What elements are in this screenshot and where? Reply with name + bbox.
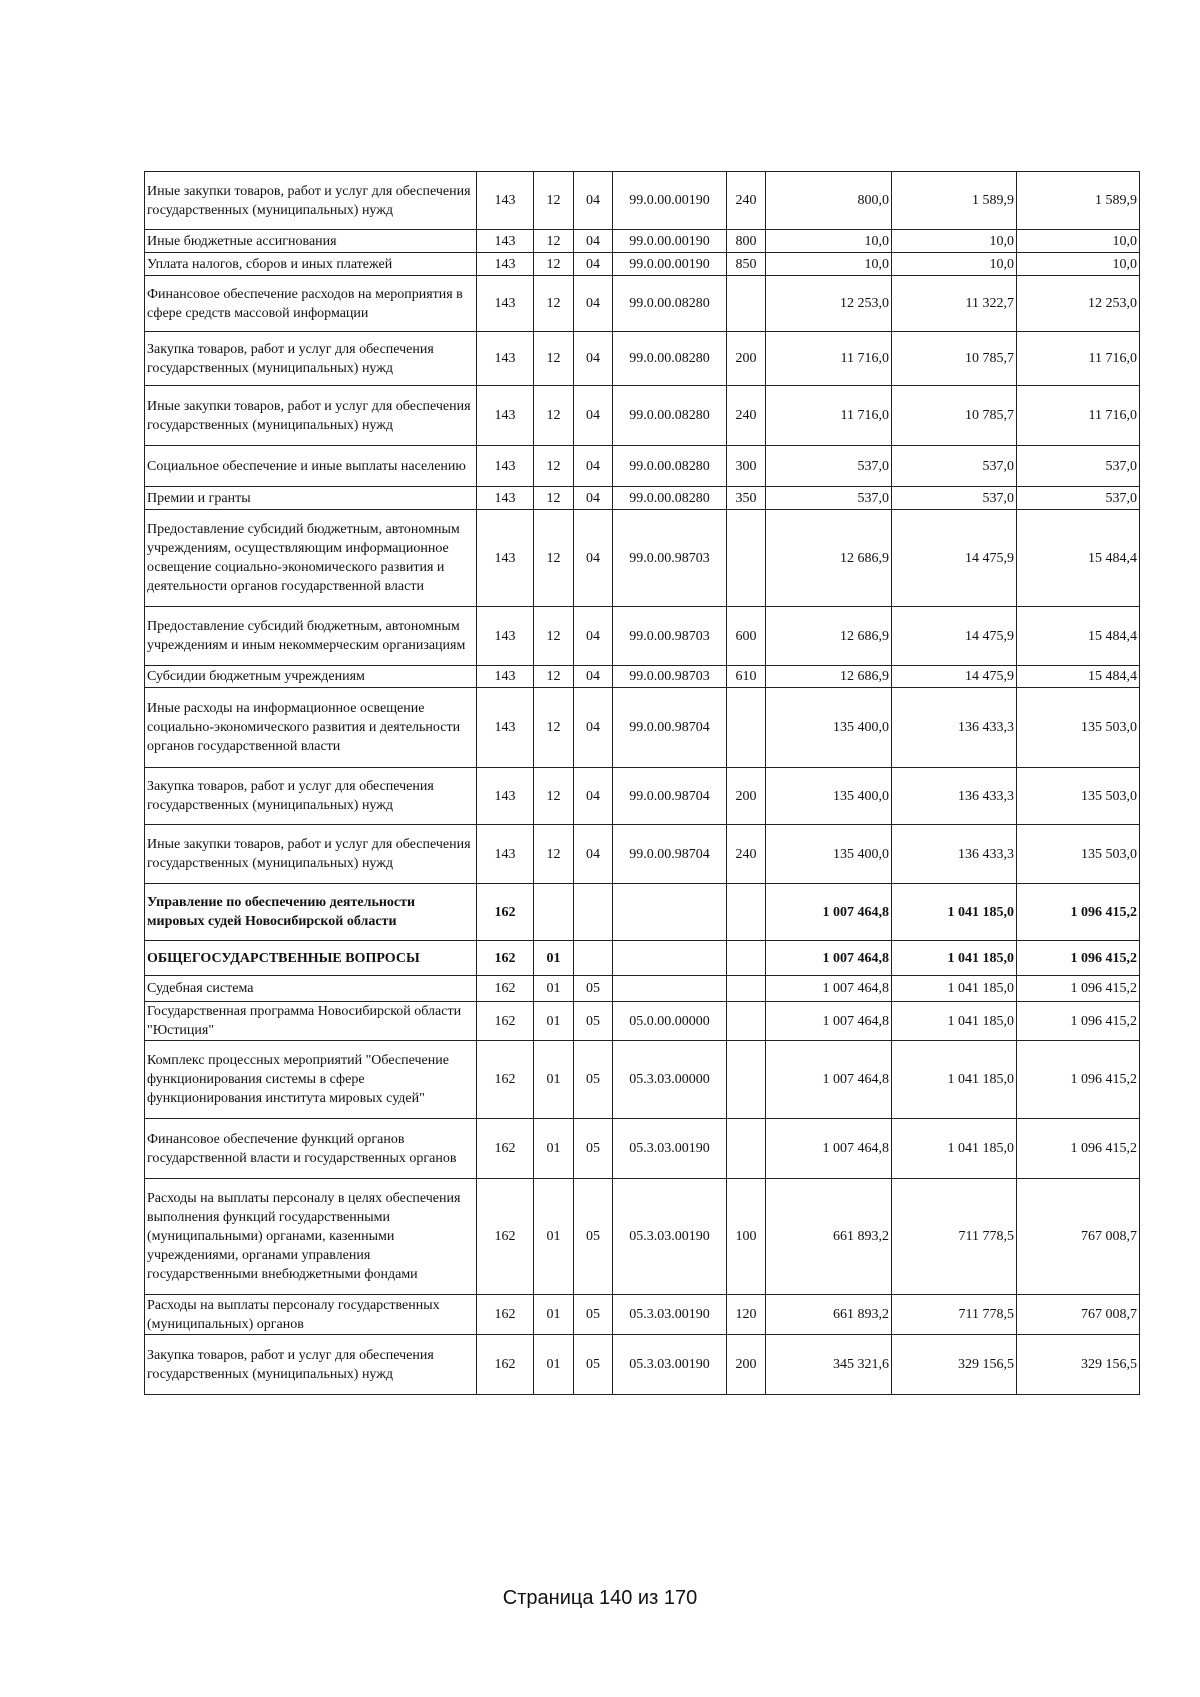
row-name-cell: Финансовое обеспечение расходов на мероприятия в сфере средств массовой информации: [145, 276, 477, 332]
subsection-code-cell: 05: [574, 1002, 613, 1041]
expense-type-cell: [727, 1119, 766, 1179]
grbs-code-cell: 143: [477, 172, 534, 230]
target-article-cell: 99.0.00.98703: [613, 607, 727, 666]
section-code-cell: 12: [534, 332, 574, 386]
amount-year-3-cell: 11 716,0: [1017, 332, 1140, 386]
row-name-cell: Предоставление субсидий бюджетным, автономным учреждениям и иным некоммерческим организациям: [145, 607, 477, 666]
amount-year-1-cell: 11 716,0: [766, 332, 892, 386]
amount-year-1-cell: 661 893,2: [766, 1179, 892, 1295]
row-name-cell: Управление по обеспечению деятельности мировых судей Новосибирской области: [145, 884, 477, 941]
expense-type-cell: [727, 1041, 766, 1119]
subsection-code-cell: 04: [574, 172, 613, 230]
amount-year-2-cell: 14 475,9: [892, 510, 1017, 607]
row-name-cell: Предоставление субсидий бюджетным, автономным учреждениям, осуществляющим информационное освещение социально-экономического развития и деятельности органов государственной власти: [145, 510, 477, 607]
target-article-cell: 99.0.00.98703: [613, 666, 727, 688]
table-row: [145, 1295, 1140, 1335]
expense-type-cell: [727, 941, 766, 976]
amount-year-3-cell: 329 156,5: [1017, 1335, 1140, 1395]
amount-year-2-cell: 10,0: [892, 230, 1017, 253]
expense-type-cell: 240: [727, 825, 766, 884]
table-row: [145, 276, 1140, 332]
section-code-cell: 12: [534, 607, 574, 666]
subsection-code-cell: 05: [574, 1335, 613, 1395]
target-article-cell: 99.0.00.08280: [613, 487, 727, 510]
amount-year-1-cell: 661 893,2: [766, 1295, 892, 1335]
subsection-code-cell: [574, 941, 613, 976]
table-row: [145, 230, 1140, 253]
amount-year-3-cell: 767 008,7: [1017, 1179, 1140, 1295]
subsection-code-cell: 04: [574, 607, 613, 666]
target-article-cell: 99.0.00.00190: [613, 253, 727, 276]
section-code-cell: 12: [534, 446, 574, 487]
page-number: Страница 140 из 170: [502, 1587, 698, 1609]
table-row: [145, 446, 1140, 487]
target-article-cell: 05.3.03.00190: [613, 1119, 727, 1179]
grbs-code-cell: 162: [477, 1179, 534, 1295]
expense-type-cell: [727, 1002, 766, 1041]
subsection-code-cell: 04: [574, 510, 613, 607]
amount-year-3-cell: 15 484,4: [1017, 666, 1140, 688]
section-code-cell: 01: [534, 1335, 574, 1395]
amount-year-3-cell: 537,0: [1017, 487, 1140, 510]
amount-year-3-cell: 1 096 415,2: [1017, 976, 1140, 1002]
amount-year-2-cell: 711 778,5: [892, 1295, 1017, 1335]
amount-year-2-cell: 1 589,9: [892, 172, 1017, 230]
amount-year-2-cell: 711 778,5: [892, 1179, 1017, 1295]
amount-year-1-cell: 1 007 464,8: [766, 941, 892, 976]
amount-year-1-cell: 1 007 464,8: [766, 884, 892, 941]
expense-type-cell: 200: [727, 1335, 766, 1395]
subsection-code-cell: 05: [574, 1119, 613, 1179]
amount-year-2-cell: 1 041 185,0: [892, 1002, 1017, 1041]
target-article-cell: 05.3.03.00000: [613, 1041, 727, 1119]
amount-year-2-cell: 14 475,9: [892, 666, 1017, 688]
target-article-cell: 05.0.00.00000: [613, 1002, 727, 1041]
grbs-code-cell: 143: [477, 276, 534, 332]
amount-year-3-cell: 767 008,7: [1017, 1295, 1140, 1335]
table-row: [145, 1119, 1140, 1179]
table-row: [145, 688, 1140, 768]
subsection-code-cell: 04: [574, 688, 613, 768]
row-name-cell: Комплекс процессных мероприятий "Обеспечение функционирования системы в сфере функционирования института мировых судей": [145, 1041, 477, 1119]
expense-type-cell: [727, 976, 766, 1002]
grbs-code-cell: 143: [477, 253, 534, 276]
expense-type-cell: [727, 510, 766, 607]
grbs-code-cell: 143: [477, 825, 534, 884]
amount-year-1-cell: 345 321,6: [766, 1335, 892, 1395]
row-name-cell: Субсидии бюджетным учреждениям: [145, 666, 477, 688]
section-code-cell: 01: [534, 1179, 574, 1295]
section-code-cell: 12: [534, 768, 574, 825]
amount-year-1-cell: 1 007 464,8: [766, 1002, 892, 1041]
subsection-code-cell: 04: [574, 446, 613, 487]
amount-year-1-cell: 12 686,9: [766, 510, 892, 607]
amount-year-1-cell: 10,0: [766, 253, 892, 276]
expense-type-cell: 610: [727, 666, 766, 688]
target-article-cell: 05.3.03.00190: [613, 1295, 727, 1335]
row-name-cell: Иные бюджетные ассигнования: [145, 230, 477, 253]
amount-year-2-cell: 136 433,3: [892, 825, 1017, 884]
amount-year-1-cell: 537,0: [766, 446, 892, 487]
section-code-cell: 12: [534, 253, 574, 276]
subsection-code-cell: 04: [574, 230, 613, 253]
row-name-cell: Закупка товаров, работ и услуг для обеспечения государственных (муниципальных) нужд: [145, 332, 477, 386]
table-row: [145, 1041, 1140, 1119]
amount-year-2-cell: 1 041 185,0: [892, 941, 1017, 976]
table-row: [145, 386, 1140, 446]
expense-type-cell: 200: [727, 768, 766, 825]
amount-year-1-cell: 537,0: [766, 487, 892, 510]
amount-year-3-cell: 1 096 415,2: [1017, 1119, 1140, 1179]
target-article-cell: 99.0.00.08280: [613, 386, 727, 446]
table-row: [145, 607, 1140, 666]
amount-year-1-cell: 10,0: [766, 230, 892, 253]
amount-year-1-cell: 1 007 464,8: [766, 1119, 892, 1179]
table-row: [145, 1002, 1140, 1041]
expense-type-cell: 240: [727, 172, 766, 230]
amount-year-3-cell: 1 096 415,2: [1017, 1002, 1140, 1041]
subsection-code-cell: 04: [574, 253, 613, 276]
amount-year-3-cell: 1 096 415,2: [1017, 941, 1140, 976]
grbs-code-cell: 143: [477, 607, 534, 666]
target-article-cell: 99.0.00.98704: [613, 825, 727, 884]
row-name-cell: Государственная программа Новосибирской области "Юстиция": [145, 1002, 477, 1041]
row-name-cell: Финансовое обеспечение функций органов государственной власти и государственных органов: [145, 1119, 477, 1179]
grbs-code-cell: 143: [477, 386, 534, 446]
target-article-cell: [613, 976, 727, 1002]
subsection-code-cell: 05: [574, 1295, 613, 1335]
amount-year-1-cell: 135 400,0: [766, 825, 892, 884]
subsection-code-cell: 05: [574, 976, 613, 1002]
subsection-code-cell: 04: [574, 768, 613, 825]
grbs-code-cell: 162: [477, 941, 534, 976]
expense-type-cell: 600: [727, 607, 766, 666]
section-code-cell: 12: [534, 276, 574, 332]
expense-type-cell: [727, 884, 766, 941]
amount-year-2-cell: 1 041 185,0: [892, 1041, 1017, 1119]
grbs-code-cell: 162: [477, 1041, 534, 1119]
expense-type-cell: 300: [727, 446, 766, 487]
grbs-code-cell: 162: [477, 1002, 534, 1041]
amount-year-2-cell: 10 785,7: [892, 386, 1017, 446]
subsection-code-cell: 04: [574, 666, 613, 688]
row-name-cell: Социальное обеспечение и иные выплаты населению: [145, 446, 477, 487]
table-row: [145, 666, 1140, 688]
amount-year-3-cell: 10,0: [1017, 253, 1140, 276]
expense-type-cell: 100: [727, 1179, 766, 1295]
amount-year-2-cell: 10 785,7: [892, 332, 1017, 386]
amount-year-2-cell: 537,0: [892, 446, 1017, 487]
amount-year-2-cell: 537,0: [892, 487, 1017, 510]
row-name-cell: ОБЩЕГОСУДАРСТВЕННЫЕ ВОПРОСЫ: [145, 941, 477, 976]
amount-year-1-cell: 1 007 464,8: [766, 1041, 892, 1119]
table-row: [145, 941, 1140, 976]
section-code-cell: 01: [534, 1041, 574, 1119]
grbs-code-cell: 143: [477, 510, 534, 607]
target-article-cell: [613, 941, 727, 976]
table-row: [145, 884, 1140, 941]
grbs-code-cell: 143: [477, 768, 534, 825]
grbs-code-cell: 143: [477, 487, 534, 510]
amount-year-2-cell: 329 156,5: [892, 1335, 1017, 1395]
amount-year-3-cell: 135 503,0: [1017, 825, 1140, 884]
grbs-code-cell: 143: [477, 446, 534, 487]
amount-year-3-cell: 537,0: [1017, 446, 1140, 487]
amount-year-3-cell: 135 503,0: [1017, 768, 1140, 825]
grbs-code-cell: 162: [477, 976, 534, 1002]
grbs-code-cell: 162: [477, 1335, 534, 1395]
target-article-cell: 99.0.00.00190: [613, 230, 727, 253]
grbs-code-cell: 143: [477, 230, 534, 253]
row-name-cell: Закупка товаров, работ и услуг для обеспечения государственных (муниципальных) нужд: [145, 1335, 477, 1395]
row-name-cell: Расходы на выплаты персоналу государственных (муниципальных) органов: [145, 1295, 477, 1335]
amount-year-3-cell: 15 484,4: [1017, 607, 1140, 666]
section-code-cell: 01: [534, 1002, 574, 1041]
target-article-cell: [613, 884, 727, 941]
subsection-code-cell: 04: [574, 825, 613, 884]
section-code-cell: 01: [534, 976, 574, 1002]
table-row: [145, 976, 1140, 1002]
section-code-cell: 12: [534, 688, 574, 768]
table-row: [145, 172, 1140, 230]
row-name-cell: Иные закупки товаров, работ и услуг для обеспечения государственных (муниципальных) нужд: [145, 386, 477, 446]
subsection-code-cell: [574, 884, 613, 941]
subsection-code-cell: 04: [574, 332, 613, 386]
section-code-cell: [534, 884, 574, 941]
target-article-cell: 05.3.03.00190: [613, 1335, 727, 1395]
section-code-cell: 01: [534, 1119, 574, 1179]
amount-year-3-cell: 11 716,0: [1017, 386, 1140, 446]
grbs-code-cell: 162: [477, 884, 534, 941]
grbs-code-cell: 143: [477, 666, 534, 688]
amount-year-3-cell: 1 096 415,2: [1017, 884, 1140, 941]
table-row: [145, 825, 1140, 884]
row-name-cell: Иные расходы на информационное освещение социально-экономического развития и деятельности органов государственной власти: [145, 688, 477, 768]
amount-year-2-cell: 1 041 185,0: [892, 884, 1017, 941]
grbs-code-cell: 143: [477, 332, 534, 386]
amount-year-1-cell: 1 007 464,8: [766, 976, 892, 1002]
section-code-cell: 01: [534, 941, 574, 976]
amount-year-2-cell: 136 433,3: [892, 688, 1017, 768]
section-code-cell: 12: [534, 510, 574, 607]
row-name-cell: Расходы на выплаты персоналу в целях обеспечения выполнения функций государственными (муниципальными) органами, казенными учреждениями, органами управления государственными внебюджетными фондами: [145, 1179, 477, 1295]
table-row: [145, 487, 1140, 510]
table-row: [145, 510, 1140, 607]
target-article-cell: 99.0.00.98703: [613, 510, 727, 607]
expense-type-cell: 120: [727, 1295, 766, 1335]
expense-type-cell: [727, 688, 766, 768]
section-code-cell: 12: [534, 230, 574, 253]
expense-type-cell: [727, 276, 766, 332]
expense-type-cell: 240: [727, 386, 766, 446]
amount-year-3-cell: 12 253,0: [1017, 276, 1140, 332]
amount-year-3-cell: 1 096 415,2: [1017, 1041, 1140, 1119]
grbs-code-cell: 143: [477, 688, 534, 768]
target-article-cell: 99.0.00.98704: [613, 688, 727, 768]
row-name-cell: Судебная система: [145, 976, 477, 1002]
section-code-cell: 12: [534, 386, 574, 446]
amount-year-2-cell: 11 322,7: [892, 276, 1017, 332]
table-row: [145, 1335, 1140, 1395]
expense-type-cell: 800: [727, 230, 766, 253]
section-code-cell: 01: [534, 1295, 574, 1335]
section-code-cell: 12: [534, 487, 574, 510]
expense-type-cell: 200: [727, 332, 766, 386]
subsection-code-cell: 04: [574, 386, 613, 446]
row-name-cell: Премии и гранты: [145, 487, 477, 510]
subsection-code-cell: 05: [574, 1179, 613, 1295]
budget-table: [144, 171, 1140, 1395]
amount-year-3-cell: 15 484,4: [1017, 510, 1140, 607]
grbs-code-cell: 162: [477, 1119, 534, 1179]
subsection-code-cell: 04: [574, 487, 613, 510]
table-row: [145, 332, 1140, 386]
table-row: [145, 1179, 1140, 1295]
grbs-code-cell: 162: [477, 1295, 534, 1335]
row-name-cell: Закупка товаров, работ и услуг для обеспечения государственных (муниципальных) нужд: [145, 768, 477, 825]
subsection-code-cell: 04: [574, 276, 613, 332]
amount-year-1-cell: 11 716,0: [766, 386, 892, 446]
section-code-cell: 12: [534, 172, 574, 230]
amount-year-1-cell: 12 686,9: [766, 607, 892, 666]
amount-year-3-cell: 10,0: [1017, 230, 1140, 253]
expense-type-cell: 850: [727, 253, 766, 276]
amount-year-1-cell: 135 400,0: [766, 688, 892, 768]
amount-year-1-cell: 135 400,0: [766, 768, 892, 825]
amount-year-2-cell: 136 433,3: [892, 768, 1017, 825]
section-code-cell: 12: [534, 666, 574, 688]
amount-year-3-cell: 135 503,0: [1017, 688, 1140, 768]
table-row: [145, 253, 1140, 276]
amount-year-2-cell: 10,0: [892, 253, 1017, 276]
row-name-cell: Иные закупки товаров, работ и услуг для обеспечения государственных (муниципальных) нужд: [145, 172, 477, 230]
subsection-code-cell: 05: [574, 1041, 613, 1119]
target-article-cell: 05.3.03.00190: [613, 1179, 727, 1295]
amount-year-2-cell: 1 041 185,0: [892, 1119, 1017, 1179]
target-article-cell: 99.0.00.08280: [613, 332, 727, 386]
row-name-cell: Уплата налогов, сборов и иных платежей: [145, 253, 477, 276]
row-name-cell: Иные закупки товаров, работ и услуг для обеспечения государственных (муниципальных) нужд: [145, 825, 477, 884]
amount-year-2-cell: 14 475,9: [892, 607, 1017, 666]
target-article-cell: 99.0.00.08280: [613, 276, 727, 332]
amount-year-3-cell: 1 589,9: [1017, 172, 1140, 230]
target-article-cell: 99.0.00.00190: [613, 172, 727, 230]
expense-type-cell: 350: [727, 487, 766, 510]
target-article-cell: 99.0.00.08280: [613, 446, 727, 487]
amount-year-1-cell: 800,0: [766, 172, 892, 230]
amount-year-2-cell: 1 041 185,0: [892, 976, 1017, 1002]
target-article-cell: 99.0.00.98704: [613, 768, 727, 825]
amount-year-1-cell: 12 253,0: [766, 276, 892, 332]
amount-year-1-cell: 12 686,9: [766, 666, 892, 688]
table-row: [145, 768, 1140, 825]
section-code-cell: 12: [534, 825, 574, 884]
